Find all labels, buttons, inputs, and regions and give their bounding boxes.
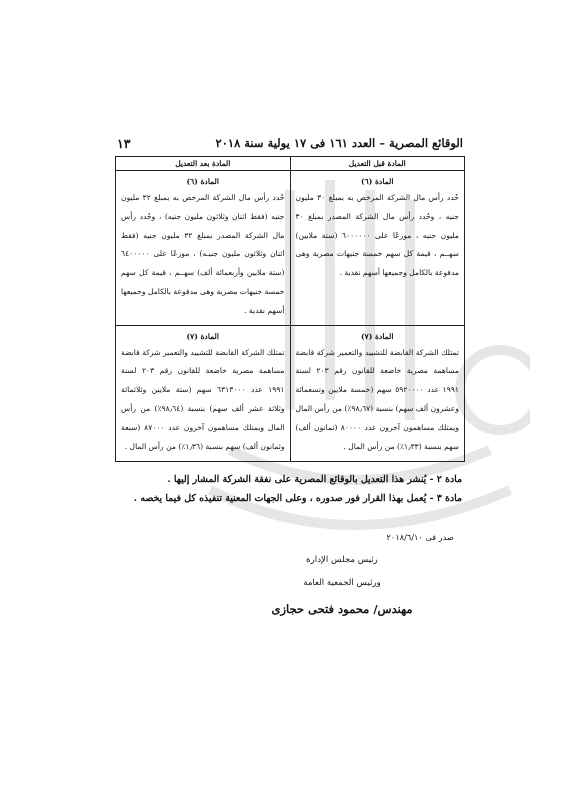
decree-clauses	[116, 470, 462, 508]
cell-after-article-7	[116, 325, 291, 461]
table-row	[116, 325, 465, 461]
clause-3	[116, 489, 462, 508]
clause-text: يُنشر هذا التعديل بالوقائع المصرية على نفقة الشركة المشار إليها .	[167, 474, 427, 485]
amendment-table	[115, 156, 465, 462]
article-text: تمتلك الشركة القابضة للتشييد والتعمير شركة قابضة مساهمة مصرية خاضعة للقانون رقم ٢٠٣ لسنة ١٩٩١ عدد ٦٣١٣٠٠٠ سهم (ستة ملايين وثلاثمائة وثلاثة عشر ألف سهم) بنسبة (٩٨٫٦٤٪) من رأس المال ويمتلك مساهمون آخرون عدد ٨٧٠٠٠ (سبعة وثمانون ألف) سهم بنسبة (١٫٣٦٪) من رأس المال .	[121, 347, 285, 451]
column-header-after: المادة بعد التعديل	[116, 157, 291, 171]
signatory-title-2: ورئيس الجمعية العامة	[303, 578, 381, 588]
clause-label: مادة ٢ -	[429, 474, 462, 485]
signatory-title-1: رئيس مجلس الإدارة	[306, 555, 378, 565]
cell-before-article-6	[290, 171, 465, 326]
article-text: حُدد رأس مال الشركة المرخص به بمبلغ ٣٠ مليون جنيه ، وحُدد رأس مال الشركة المصدر بمبلغ ٣٠ مليون جنيه ، موزعًا على ٦٠٠٠٠٠٠ (ستة ملايين) سهــم ، قيمة كل سهم خمسة جنيهات مصرية وهى مدفوعة بالكامل وجميعها أسهم نقدية .	[295, 193, 459, 278]
clause-label: مادة ٣ -	[429, 493, 462, 504]
clause-text: يُعمل بهذا القرار فور صدوره ، وعلى الجهات المعنية تنفيذه كل فيما يخصه .	[133, 493, 427, 504]
cell-before-article-7	[290, 325, 465, 461]
article-text: تمتلك الشركة القابضة للتشييد والتعمير شركة قابضة مساهمة مصرية خاضعة للقانون رقم ٢٠٣ لسنة ١٩٩١ عدد ٥٩٢٠٠٠٠ سهم (خمسة ملايين وتسعمائة وعشرون ألف سهم) بنسبة (٩٨٫٦٧٪) من رأس المال ويمتلك مساهمون آخرون عدد ٨٠٠٠٠ (ثمانون ألف) سهم بنسبة (١٫٣٣٪) من رأس المال .	[295, 347, 460, 451]
table-header-row	[116, 157, 465, 171]
issue-date: صدر فى ٢٠١٨/٦/١٠	[386, 532, 454, 542]
gazette-title: الوقائع المصرية – العدد ١٦١ فى ١٧ يولية سنة ٢٠١٨	[215, 136, 463, 150]
article-heading: المادة (٦)	[361, 177, 394, 186]
clause-2	[116, 470, 462, 489]
article-heading: المادة (٧)	[186, 331, 219, 341]
article-heading: المادة (٦)	[186, 177, 219, 186]
article-text: حُدد رأس مال الشركة المرخص به بمبلغ ٣٢ مليون جنيه (فقط اثنان وثلاثون مليون جنيه) ، وحُدد رأس مال الشركة المصدر بمبلغ ٣٢ مليون جنيه (فقط اثنان وثلاثون مليون جنيـه) ، موزعًا على ٦٤٠٠٠٠٠ (ستة ملايين وأربعمائة ألف) سهــم ، قيمة كل سهم خمسة جنيهات مصرية وهى مدفوعة بالكامل وجميعها أسهم نقدية .	[121, 193, 285, 315]
article-heading: المادة (٧)	[361, 331, 394, 341]
page-number: ١٣	[117, 135, 131, 151]
table-row	[116, 171, 465, 326]
cell-after-article-6	[116, 171, 291, 326]
column-header-before: المادة قبل التعديل	[290, 157, 465, 171]
signatory-name: مهندس/ محمود فتحى حجازى	[271, 602, 413, 616]
page-header	[117, 133, 463, 153]
